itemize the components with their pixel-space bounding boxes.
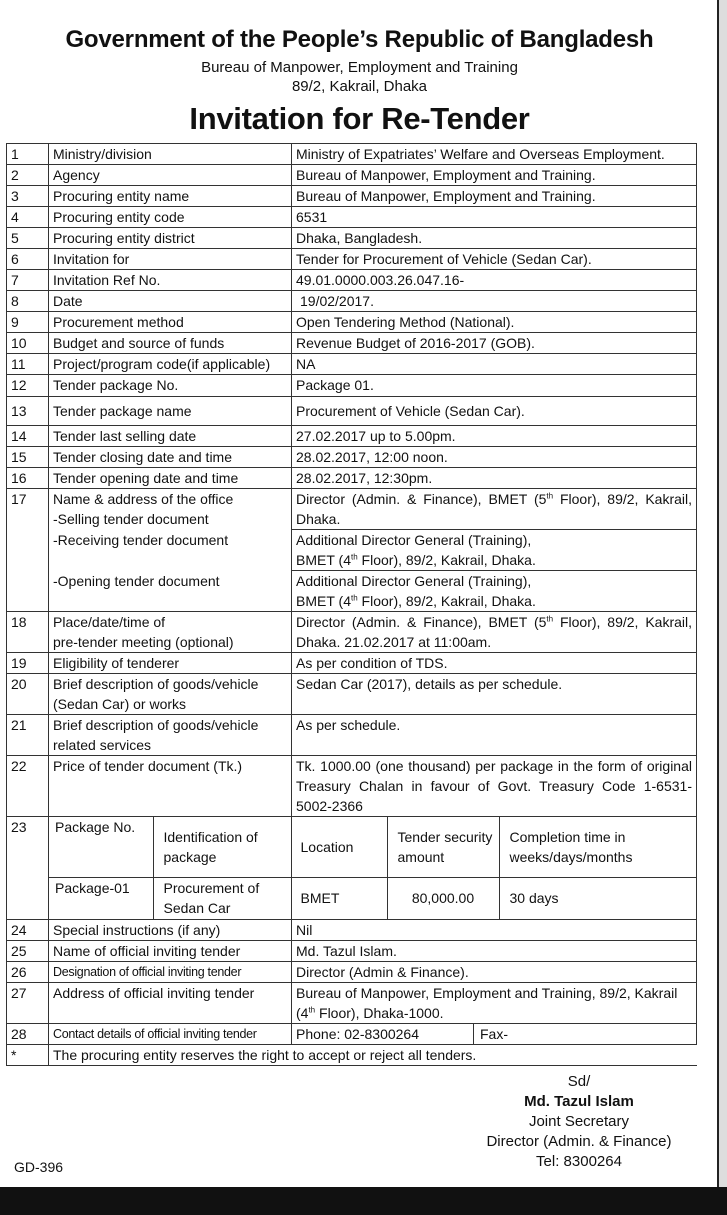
row-number: 27 — [7, 983, 49, 1024]
row-label: Designation of official inviting tender — [49, 962, 292, 983]
row-label: Procuring entity district — [49, 228, 292, 249]
row-value: 49.01.0000.003.26.047.16- — [292, 270, 697, 291]
receiving-office-line2 — [296, 550, 692, 570]
row-value — [292, 612, 697, 653]
package-identification: Procurement of Sedan Car — [153, 877, 291, 919]
package-header-row — [49, 817, 696, 877]
row-number: 12 — [7, 375, 49, 397]
row-number: 13 — [7, 397, 49, 426]
table-row — [7, 291, 697, 312]
table-row — [7, 186, 697, 207]
row-label: Tender closing date and time — [49, 447, 292, 468]
government-heading: Government of the People’s Republic of Bangladesh — [65, 26, 654, 53]
row-number: 23 — [7, 817, 49, 920]
opening-doc-label: -Opening tender document — [49, 571, 292, 612]
package-cell — [49, 817, 697, 920]
row-label: Eligibility of tenderer — [49, 653, 292, 674]
row-label — [49, 612, 292, 653]
services-label-line2: related services — [53, 737, 152, 753]
row-label: Project/program code(if applicable) — [49, 354, 292, 375]
row-label: Procuring entity name — [49, 186, 292, 207]
signatory-tel: Tel: 8300264 — [536, 1153, 622, 1170]
row-number: 6 — [7, 249, 49, 270]
row-number: 10 — [7, 333, 49, 354]
row-number: 19 — [7, 653, 49, 674]
row-label: Name of official inviting tender — [49, 941, 292, 962]
pre-tender-label-line2: pre-tender meeting (optional) — [53, 634, 234, 650]
row-label: Date — [49, 291, 292, 312]
row-number: 4 — [7, 207, 49, 228]
opening-office-line2 — [296, 591, 692, 611]
ordinal-suffix: th — [546, 614, 554, 624]
official-address-text: Bureau of Manpower, Employment and Training, 89/2, Kakrail (4 — [296, 985, 678, 1021]
receiving-office-line1: Additional Director General (Training), — [296, 532, 532, 548]
table-row — [7, 397, 697, 426]
ordinal-suffix: th — [546, 491, 554, 501]
row-number: 28 — [7, 1024, 49, 1045]
opening-office-text-cont: Floor), 89/2, Kakrail, Dhaka. — [357, 593, 536, 609]
row-label: Procuring entity code — [49, 207, 292, 228]
row-label: Tender opening date and time — [49, 468, 292, 489]
table-row — [7, 674, 697, 715]
row-number: 26 — [7, 962, 49, 983]
table-row — [7, 489, 697, 530]
signatory-name: Md. Tazul Islam — [524, 1093, 634, 1110]
selling-office-text-cont: Floor), 89/2, Kakrail, Dhaka. — [296, 491, 692, 527]
row-number: 11 — [7, 354, 49, 375]
row-label: Invitation Ref No. — [49, 270, 292, 291]
note-marker: * — [7, 1045, 49, 1066]
identification-header: Identification of package — [153, 817, 291, 877]
package-completion: 30 days — [499, 877, 696, 919]
package-location: BMET — [291, 877, 387, 919]
row-value: Ministry of Expatriates’ Welfare and Overseas Employment. — [292, 144, 697, 165]
table-row — [7, 270, 697, 291]
table-row — [7, 1045, 697, 1066]
scan-border — [0, 1187, 727, 1215]
opening-office-line1: Additional Director General (Training), — [296, 573, 532, 589]
row-value: Sedan Car (2017), details as per schedule. — [292, 674, 697, 715]
security-header: Tender security amount — [387, 817, 499, 877]
row-label: Tender last selling date — [49, 426, 292, 447]
row-value: NA — [292, 354, 697, 375]
table-row — [7, 983, 697, 1024]
notice-title: Invitation for Re-Tender — [189, 101, 530, 136]
services-label-line1: Brief description of goods/vehicle — [53, 717, 259, 733]
row-value: Bureau of Manpower, Employment and Training. — [292, 186, 697, 207]
row-label: Address of official inviting tender — [49, 983, 292, 1024]
row-value: 19/02/2017. — [292, 291, 697, 312]
page-edge — [719, 0, 727, 1187]
row-value — [292, 571, 697, 612]
row-number: 21 — [7, 715, 49, 756]
contact-cell — [292, 1024, 697, 1045]
bureau-address: 89/2, Kakrail, Dhaka — [291, 78, 428, 95]
table-row — [7, 354, 697, 375]
table-row — [7, 447, 697, 468]
row-label: Contact details of official inviting tender — [49, 1024, 292, 1045]
row-number: 15 — [7, 447, 49, 468]
table-row — [7, 312, 697, 333]
table-row — [7, 249, 697, 270]
row-value — [292, 530, 697, 571]
gd-code: GD-396 — [14, 1159, 64, 1175]
table-row — [7, 1024, 697, 1045]
opening-office-text: BMET (4 — [296, 593, 351, 609]
row-number: 5 — [7, 228, 49, 249]
row-label — [49, 489, 292, 530]
table-row — [7, 571, 697, 612]
row-value: Dhaka, Bangladesh. — [292, 228, 697, 249]
row-number: 18 — [7, 612, 49, 653]
table-row — [7, 612, 697, 653]
table-row — [7, 756, 697, 817]
row-value: Open Tendering Method (National). — [292, 312, 697, 333]
row-label: Ministry/division — [49, 144, 292, 165]
package-table — [49, 817, 696, 919]
row-number: 7 — [7, 270, 49, 291]
row-value: Bureau of Manpower, Employment and Training. — [292, 165, 697, 186]
tender-table — [6, 143, 697, 1066]
row-value: Director (Admin & Finance). — [292, 962, 697, 983]
row-number: 2 — [7, 165, 49, 186]
signatory-role: Director (Admin. & Finance) — [486, 1133, 672, 1150]
row-value: Tk. 1000.00 (one thousand) per package in the form of original Treasury Chalan in favour of Govt. Treasury Code 1-6531-5002-2366 — [292, 756, 697, 817]
table-row — [7, 715, 697, 756]
row-value: Tender for Procurement of Vehicle (Sedan Car). — [292, 249, 697, 270]
table-row — [7, 653, 697, 674]
row-value: 28.02.2017, 12:00 noon. — [292, 447, 697, 468]
row-value: Procurement of Vehicle (Sedan Car). — [292, 397, 697, 426]
table-row — [7, 375, 697, 397]
row-label — [49, 715, 292, 756]
row-label: Invitation for — [49, 249, 292, 270]
row-label: Price of tender document (Tk.) — [49, 756, 292, 817]
table-row — [7, 941, 697, 962]
receiving-doc-label: -Receiving tender document — [49, 530, 292, 571]
row-value: Nil — [292, 920, 697, 941]
table-row — [7, 817, 697, 920]
row-number: 8 — [7, 291, 49, 312]
row-value — [292, 489, 697, 530]
row-label: Agency — [49, 165, 292, 186]
ordinal-suffix: th — [308, 1005, 316, 1015]
row-value: 27.02.2017 up to 5.00pm. — [292, 426, 697, 447]
note-text: The procuring entity reserves the right to accept or reject all tenders. — [49, 1045, 697, 1066]
table-row — [7, 333, 697, 354]
package-no-header: Package No. — [49, 817, 153, 877]
row-number: 16 — [7, 468, 49, 489]
row-value: Package 01. — [292, 375, 697, 397]
official-address-text-cont: Floor), Dhaka-1000. — [315, 1005, 444, 1021]
pre-tender-text-cont: Floor), 89/2, Kakrail, Dhaka. 21.02.2017 at 11:00am. — [296, 614, 692, 650]
row-value: 6531 — [292, 207, 697, 228]
row-label: Tender package No. — [49, 375, 292, 397]
receiving-office-text: BMET (4 — [296, 552, 351, 568]
contact-phone: Phone: 02-8300264 — [292, 1024, 474, 1044]
selling-office-label: Name & address of the office — [53, 491, 234, 507]
ordinal-suffix: th — [350, 552, 358, 562]
signature-sd: Sd/ — [567, 1073, 591, 1090]
bureau-name: Bureau of Manpower, Employment and Training — [201, 59, 518, 76]
table-row — [7, 207, 697, 228]
package-data-row — [49, 877, 696, 919]
row-label: Budget and source of funds — [49, 333, 292, 354]
table-row — [7, 228, 697, 249]
table-row — [7, 530, 697, 571]
row-label: Tender package name — [49, 397, 292, 426]
row-number: 14 — [7, 426, 49, 447]
row-label — [49, 674, 292, 715]
signatory-title: Joint Secretary — [528, 1113, 630, 1130]
row-number: 24 — [7, 920, 49, 941]
row-value: Md. Tazul Islam. — [292, 941, 697, 962]
table-row — [7, 468, 697, 489]
row-number: 9 — [7, 312, 49, 333]
signature-block — [479, 1072, 679, 1172]
goods-label-line1: Brief description of goods/vehicle — [53, 676, 259, 692]
table-row — [7, 165, 697, 186]
row-value — [292, 983, 697, 1024]
goods-label-line2: (Sedan Car) or works — [53, 696, 187, 712]
table-row — [7, 962, 697, 983]
row-number: 3 — [7, 186, 49, 207]
table-row — [7, 426, 697, 447]
row-label: Special instructions (if any) — [49, 920, 292, 941]
row-value: As per condition of TDS. — [292, 653, 697, 674]
ordinal-suffix: th — [350, 593, 358, 603]
table-row — [7, 920, 697, 941]
location-header: Location — [291, 817, 387, 877]
table-row — [7, 144, 697, 165]
row-number: 1 — [7, 144, 49, 165]
row-value: Revenue Budget of 2016-2017 (GOB). — [292, 333, 697, 354]
receiving-office-text-cont: Floor), 89/2, Kakrail, Dhaka. — [357, 552, 536, 568]
selling-doc-label: -Selling tender document — [53, 511, 209, 527]
row-number: 17 — [7, 489, 49, 612]
completion-header: Completion time in weeks/days/months — [499, 817, 696, 877]
selling-office-text: Director (Admin. & Finance), BMET (5 — [296, 491, 547, 507]
pre-tender-text: Director (Admin. & Finance), BMET (5 — [296, 614, 547, 630]
row-number: 20 — [7, 674, 49, 715]
package-no: Package-01 — [49, 877, 153, 919]
pre-tender-label-line1: Place/date/time of — [53, 614, 166, 630]
row-number: 25 — [7, 941, 49, 962]
row-label: Procurement method — [49, 312, 292, 333]
row-value: 28.02.2017, 12:30pm. — [292, 468, 697, 489]
contact-fax: Fax- — [480, 1026, 508, 1042]
row-number: 22 — [7, 756, 49, 817]
contact-table — [292, 1024, 696, 1044]
row-value: As per schedule. — [292, 715, 697, 756]
package-security: 80,000.00 — [387, 877, 499, 919]
